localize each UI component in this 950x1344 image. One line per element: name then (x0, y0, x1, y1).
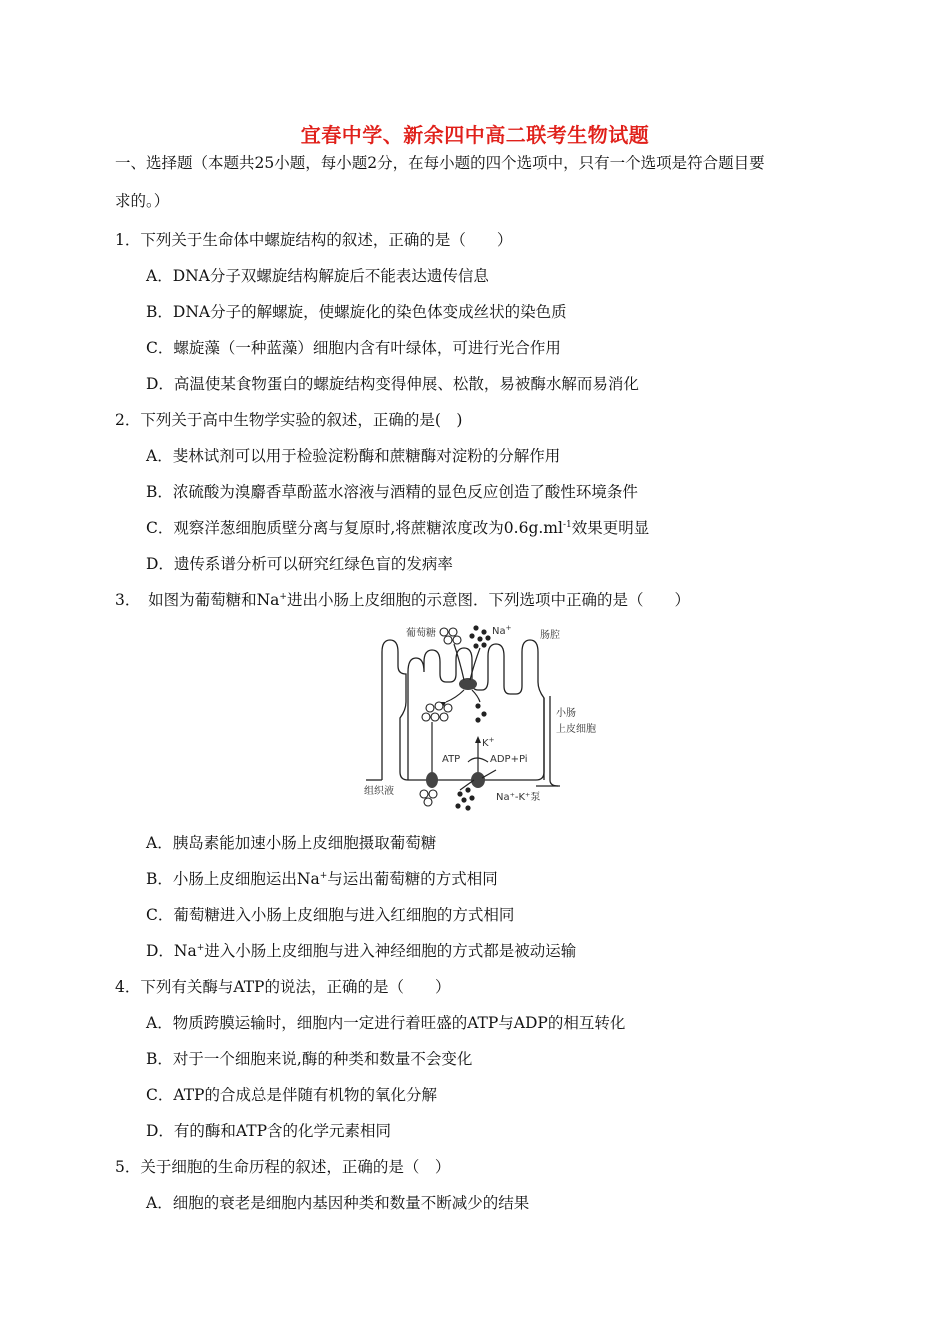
question-3-option-b (146, 869, 498, 889)
question-4-option-b: B．对于一个细胞来说,酶的种类和数量不会变化 (146, 1050, 473, 1068)
question-4-option-d: D．有的酶和ATP含的化学元素相同 (146, 1122, 392, 1140)
label-na (492, 624, 512, 637)
label-k-text: K (482, 738, 489, 749)
question-1-option-d: D．高温使某食物蛋白的螺旋结构变得伸展、松散，易被酶水解而易消化 (146, 375, 639, 393)
question-1-option-b: B．DNA分子的解螺旋，使螺旋化的染色体变成丝状的染色质 (146, 303, 567, 321)
question-3-option-b-text: B．小肠上皮细胞运出Na (146, 870, 320, 888)
question-4-stem: 4．下列有关酶与ATP的说法，正确的是（ ） (115, 978, 451, 996)
label-adp: ADP+Pi (490, 754, 528, 765)
question-4-option-a: A．物质跨膜运输时，细胞内一定进行着旺盛的ATP与ADP的相互转化 (146, 1014, 626, 1032)
exam-title: 宜春中学、新余四中高二联考生物试题 (300, 123, 650, 147)
ion-superscript: + (279, 591, 287, 602)
glucose-carrier (426, 772, 438, 788)
ion-superscript: + (196, 942, 205, 953)
question-3-stem-text: 3． 如图为葡萄糖和Na (115, 591, 280, 609)
question-3-option-d-tail: 进入小肠上皮细胞与进入神经细胞的方式都是被动运输 (204, 942, 577, 960)
label-tissue-fluid: 组织液 (364, 786, 394, 797)
question-2-option-b: B．浓硫酸为溴麝香草酚蓝水溶液与酒精的显色反应创造了酸性环境条件 (146, 483, 638, 501)
question-3-option-d (146, 941, 576, 961)
question-3-option-d-text: D．Na (146, 942, 197, 960)
section-instruction-line1: 一、选择题（本题共25小题，每小题2分，在每小题的四个选项中，只有一个选项是符合题目要 (115, 154, 765, 172)
question-2-stem: 2．下列关于高中生物学实验的叙述，正确的是( ) (115, 411, 463, 429)
label-k (482, 736, 495, 749)
question-2-option-c-tail: 效果更明显 (571, 519, 650, 537)
label-na-sup: + (505, 624, 512, 632)
label-na-text: Na (492, 626, 506, 637)
label-lumen: 肠腔 (540, 630, 560, 641)
question-1-stem: 1．下列关于生命体中螺旋结构的叙述，正确的是（ ） (115, 231, 513, 249)
question-3-stem (115, 590, 690, 610)
transport-diagram (360, 622, 600, 812)
ion-superscript: + (319, 870, 328, 881)
question-3-stem-tail: 进出小肠上皮细胞的示意图．下列选项中正确的是（ ） (286, 591, 690, 609)
label-atp: ATP (442, 754, 461, 765)
question-1-option-a: A．DNA分子双螺旋结构解旋后不能表达遗传信息 (146, 267, 489, 285)
question-2-option-d: D．遗传系谱分析可以研究红绿色盲的发病率 (146, 555, 453, 573)
question-3-option-c: C．葡萄糖进入小肠上皮细胞与进入红细胞的方式相同 (146, 906, 515, 924)
question-3-option-b-tail: 与运出葡萄糖的方式相同 (327, 870, 498, 888)
question-2-option-c-text: C．观察洋葱细胞质壁分离与复原时,将蔗糖浓度改为0.6g.ml (146, 519, 563, 537)
cell-membrane-outline (366, 640, 560, 786)
label-k-sup: + (488, 736, 495, 744)
label-pump: Na⁺-K⁺泵 (496, 792, 541, 803)
question-1-option-c: C．螺旋藻（一种蓝藻）细胞内含有叶绿体，可进行光合作用 (146, 339, 561, 357)
label-cell-line1: 小肠 (556, 708, 576, 719)
question-5-stem: 5．关于细胞的生命历程的叙述，正确的是（ ） (115, 1158, 451, 1176)
question-2-option-a: A．斐林试剂可以用于检验淀粉酶和蔗糖酶对淀粉的分解作用 (146, 447, 561, 465)
cotransporter-protein (459, 678, 477, 690)
question-2-option-c (146, 518, 649, 538)
question-3-option-a: A．胰岛素能加速小肠上皮细胞摄取葡萄糖 (146, 834, 437, 852)
question-4-option-c: C．ATP的合成总是伴随有机物的氧化分解 (146, 1086, 437, 1104)
label-cell-line2: 上皮细胞 (556, 724, 596, 735)
unit-superscript: -1 (562, 519, 572, 530)
section-instruction-line2: 求的。） (115, 192, 170, 210)
question-5-option-a: A．细胞的衰老是细胞内基因种类和数量不断减少的结果 (146, 1194, 530, 1212)
label-glucose: 葡萄糖 (406, 628, 436, 639)
